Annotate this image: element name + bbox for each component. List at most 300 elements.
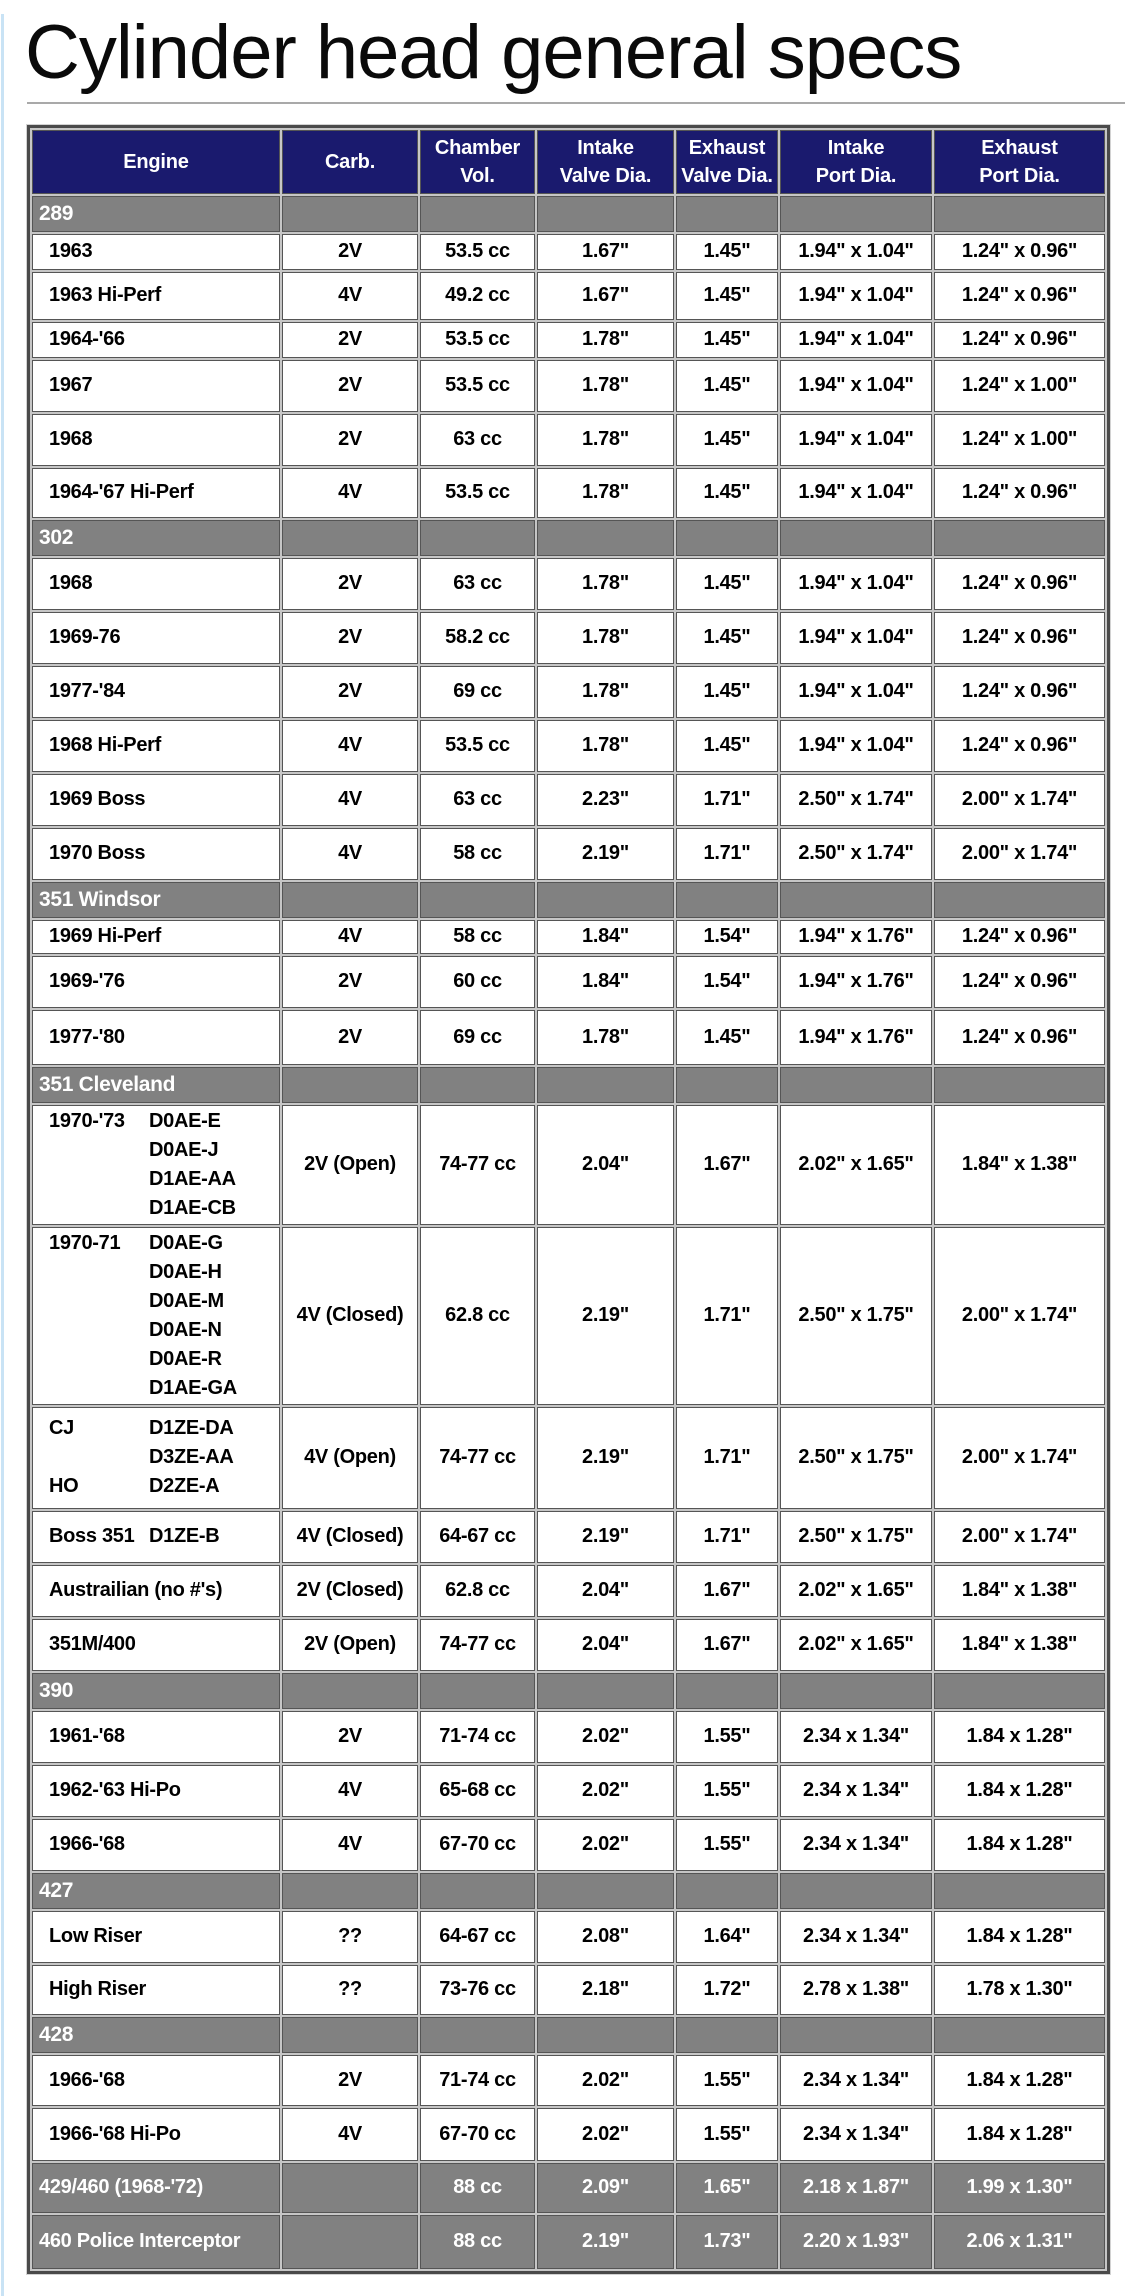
- section-empty-cell: [282, 196, 418, 232]
- cell-chamber: 63 cc: [420, 774, 535, 826]
- section-empty-cell: [537, 1067, 674, 1103]
- cell-intake-valve: 1.84": [537, 956, 674, 1008]
- section-empty-cell: [676, 1067, 778, 1103]
- spec-row: [32, 1511, 1105, 1563]
- cell-intake-valve: 2.23": [537, 774, 674, 826]
- cell-intake-port: 1.94" x 1.04": [780, 720, 932, 772]
- cell-intake-valve: 1.78": [537, 558, 674, 610]
- spec-row: [32, 612, 1105, 664]
- cell-chamber: 53.5 cc: [420, 322, 535, 358]
- page-left-edge-strip: [1, 14, 4, 2296]
- cell-chamber: 53.5 cc: [420, 720, 535, 772]
- section-row-428: [32, 2017, 1105, 2053]
- cell-exhaust-port: 1.24" x 0.96": [934, 720, 1105, 772]
- cell-carb: 2V (Open): [282, 1105, 418, 1225]
- cell-exhaust-valve: 1.45": [676, 272, 778, 320]
- spec-row: [32, 828, 1105, 880]
- cell-engine: 1969-'76: [32, 956, 280, 1008]
- column-header-exhaust-valve-dia: Exhaust Valve Dia.: [676, 130, 778, 194]
- cell-exhaust-valve: 1.71": [676, 1227, 778, 1405]
- cell-engine: 1970-71 D0AE-G D0AE-H D0AE-M D0AE-N D0AE-R D1AE-GA: [32, 1227, 280, 1405]
- spec-row: [32, 1407, 1105, 1509]
- cell-intake-port: 1.94" x 1.04": [780, 666, 932, 718]
- cell-exhaust-valve: 1.54": [676, 956, 778, 1008]
- cell-intake-valve: 2.04": [537, 1619, 674, 1671]
- cell-intake-valve: 2.02": [537, 1819, 674, 1871]
- section-empty-cell: [780, 1873, 932, 1909]
- cell-exhaust-valve: 1.71": [676, 828, 778, 880]
- cell-intake-port: 1.94" x 1.04": [780, 360, 932, 412]
- cell-chamber: 65-68 cc: [420, 1765, 535, 1817]
- cell-exhaust-port: 1.24" x 0.96": [934, 1010, 1105, 1065]
- cell-intake-valve: 2.19": [537, 1407, 674, 1509]
- cell-chamber: 74-77 cc: [420, 1105, 535, 1225]
- spec-row: [32, 1227, 1105, 1405]
- cell-intake-valve: 2.19": [537, 1511, 674, 1563]
- cell-exhaust-valve: 1.67": [676, 1619, 778, 1671]
- cell-intake-valve: 1.78": [537, 360, 674, 412]
- cell-chamber: 53.5 cc: [420, 360, 535, 412]
- cell-exhaust-port: 1.78 x 1.30": [934, 1965, 1105, 2015]
- cell-engine: 1962-'63 Hi-Po: [32, 1765, 280, 1817]
- spec-row: [32, 1965, 1105, 2015]
- cell-chamber: 88 cc: [420, 2163, 535, 2213]
- spec-row: [32, 558, 1105, 610]
- section-label: 351 Cleveland: [32, 1067, 280, 1103]
- cell-exhaust-valve: 1.45": [676, 322, 778, 358]
- section-empty-cell: [537, 882, 674, 918]
- cell-engine: 1966-'68: [32, 2055, 280, 2106]
- cell-chamber: 67-70 cc: [420, 1819, 535, 1871]
- cell-intake-valve: 1.78": [537, 612, 674, 664]
- cell-intake-port: 1.94" x 1.76": [780, 920, 932, 954]
- cell-intake-port: 1.94" x 1.04": [780, 558, 932, 610]
- cell-engine: 1968: [32, 558, 280, 610]
- cell-intake-port: 2.50" x 1.74": [780, 774, 932, 826]
- section-empty-cell: [420, 1673, 535, 1709]
- cell-carb: 4V: [282, 720, 418, 772]
- cell-chamber: 58 cc: [420, 828, 535, 880]
- section-empty-cell: [780, 520, 932, 556]
- cell-exhaust-valve: 1.71": [676, 774, 778, 826]
- section-label: 351 Windsor: [32, 882, 280, 918]
- section-empty-cell: [420, 1067, 535, 1103]
- cell-intake-valve: 2.02": [537, 1765, 674, 1817]
- cell-engine: 1968: [32, 414, 280, 466]
- cell-intake-port: 2.34 x 1.34": [780, 1711, 932, 1763]
- cell-intake-valve: 1.78": [537, 666, 674, 718]
- spec-row: [32, 1010, 1105, 1065]
- cell-exhaust-valve: 1.45": [676, 666, 778, 718]
- section-empty-cell: [780, 1673, 932, 1709]
- section-empty-cell: [676, 1873, 778, 1909]
- cell-engine: 1966-'68 Hi-Po: [32, 2108, 280, 2161]
- cell-engine: High Riser: [32, 1965, 280, 2015]
- spec-row: [32, 2108, 1105, 2161]
- cell-exhaust-port: 2.00" x 1.74": [934, 1511, 1105, 1563]
- cell-chamber: 62.8 cc: [420, 1565, 535, 1617]
- cell-carb: 2V: [282, 2055, 418, 2106]
- section-empty-cell: [676, 1673, 778, 1709]
- cell-carb: 2V: [282, 558, 418, 610]
- spec-row: [32, 1765, 1105, 1817]
- cell-carb: 2V: [282, 1010, 418, 1065]
- spec-row: [32, 720, 1105, 772]
- page-title: Cylinder head general specs: [25, 10, 962, 95]
- section-empty-cell: [676, 520, 778, 556]
- section-empty-cell: [282, 1673, 418, 1709]
- cell-intake-port: 1.94" x 1.76": [780, 956, 932, 1008]
- cell-exhaust-port: 2.06 x 1.31": [934, 2215, 1105, 2269]
- cell-exhaust-port: 2.00" x 1.74": [934, 1407, 1105, 1509]
- cell-chamber: 71-74 cc: [420, 1711, 535, 1763]
- specs-table: [27, 125, 1110, 2274]
- cell-intake-valve: 2.02": [537, 1711, 674, 1763]
- cell-exhaust-port: 1.24" x 0.96": [934, 558, 1105, 610]
- cell-engine: CJ D1ZE-DA D3ZE-AA HO D2ZE-A: [32, 1407, 280, 1509]
- section-empty-cell: [934, 1673, 1105, 1709]
- cell-carb: 4V: [282, 774, 418, 826]
- cell-intake-port: 1.94" x 1.04": [780, 612, 932, 664]
- cell-intake-valve: 1.78": [537, 468, 674, 518]
- section-row-427: [32, 1873, 1105, 1909]
- cell-chamber: 73-76 cc: [420, 1965, 535, 2015]
- cell-carb: ??: [282, 1911, 418, 1963]
- cell-intake-valve: 1.78": [537, 322, 674, 358]
- section-empty-cell: [420, 520, 535, 556]
- cell-exhaust-port: 1.84" x 1.38": [934, 1619, 1105, 1671]
- cell-intake-valve: 1.67": [537, 272, 674, 320]
- cell-engine: 1963: [32, 234, 280, 270]
- spec-row: [32, 414, 1105, 466]
- section-empty-cell: [934, 2017, 1105, 2053]
- cell-exhaust-port: 1.24" x 0.96": [934, 272, 1105, 320]
- section-empty-cell: [780, 196, 932, 232]
- cell-chamber: 53.5 cc: [420, 468, 535, 518]
- spec-row: [32, 666, 1105, 718]
- section-label: 428: [32, 2017, 280, 2053]
- cell-exhaust-valve: 1.64": [676, 1911, 778, 1963]
- specs-table-head: [32, 130, 1105, 194]
- cell-chamber: 58.2 cc: [420, 612, 535, 664]
- column-header-intake-valve-dia: Intake Valve Dia.: [537, 130, 674, 194]
- cell-engine: 1970 Boss: [32, 828, 280, 880]
- cell-carb: 4V: [282, 1765, 418, 1817]
- cell-carb: 2V: [282, 1711, 418, 1763]
- cell-exhaust-port: 1.24" x 0.96": [934, 666, 1105, 718]
- section-empty-cell: [282, 882, 418, 918]
- cell-exhaust-port: 1.24" x 1.00": [934, 414, 1105, 466]
- cell-engine: Austrailian (no #'s): [32, 1565, 280, 1617]
- cell-intake-port: 2.50" x 1.75": [780, 1511, 932, 1563]
- section-label: 427: [32, 1873, 280, 1909]
- spec-row: [32, 322, 1105, 358]
- section-row-289: [32, 196, 1105, 232]
- cell-engine: 1963 Hi-Perf: [32, 272, 280, 320]
- cell-intake-port: 1.94" x 1.04": [780, 234, 932, 270]
- cell-exhaust-valve: 1.73": [676, 2215, 778, 2269]
- cell-intake-valve: 2.19": [537, 1227, 674, 1405]
- section-row-351-windsor: [32, 882, 1105, 918]
- section-empty-cell: [934, 1873, 1105, 1909]
- cell-intake-port: 1.94" x 1.04": [780, 468, 932, 518]
- spec-row: [32, 468, 1105, 518]
- cell-exhaust-port: 1.24" x 0.96": [934, 322, 1105, 358]
- cell-exhaust-valve: 1.71": [676, 1407, 778, 1509]
- cell-intake-port: 1.94" x 1.04": [780, 322, 932, 358]
- section-empty-cell: [780, 882, 932, 918]
- cell-intake-valve: 2.04": [537, 1105, 674, 1225]
- cell-intake-port: 2.50" x 1.75": [780, 1407, 932, 1509]
- section-row-351-cleveland: [32, 1067, 1105, 1103]
- cell-exhaust-valve: 1.45": [676, 720, 778, 772]
- cell-intake-port: 2.34 x 1.34": [780, 2055, 932, 2106]
- header-row: [32, 130, 1105, 194]
- cell-chamber: 69 cc: [420, 1010, 535, 1065]
- section-empty-cell: [676, 196, 778, 232]
- cell-intake-port: 2.50" x 1.75": [780, 1227, 932, 1405]
- cell-carb: 2V (Open): [282, 1619, 418, 1671]
- section-empty-cell: [676, 2017, 778, 2053]
- cell-carb: 4V: [282, 468, 418, 518]
- cell-carb: 4V: [282, 272, 418, 320]
- cell-exhaust-valve: 1.55": [676, 2108, 778, 2161]
- cell-carb: 4V: [282, 828, 418, 880]
- section-empty-cell: [537, 520, 674, 556]
- cell-intake-port: 2.20 x 1.93": [780, 2215, 932, 2269]
- cell-exhaust-port: 1.99 x 1.30": [934, 2163, 1105, 2213]
- cell-intake-valve: 2.19": [537, 2215, 674, 2269]
- spec-row: [32, 2215, 1105, 2269]
- cell-exhaust-port: 1.84 x 1.28": [934, 1911, 1105, 1963]
- spec-row: [32, 234, 1105, 270]
- cell-chamber: 62.8 cc: [420, 1227, 535, 1405]
- section-empty-cell: [676, 882, 778, 918]
- section-empty-cell: [780, 1067, 932, 1103]
- cell-exhaust-valve: 1.45": [676, 414, 778, 466]
- cell-carb: 4V: [282, 1819, 418, 1871]
- cell-intake-port: 1.94" x 1.04": [780, 414, 932, 466]
- cell-exhaust-valve: 1.71": [676, 1511, 778, 1563]
- section-label: 289: [32, 196, 280, 232]
- cell-chamber: 64-67 cc: [420, 1511, 535, 1563]
- section-empty-cell: [934, 882, 1105, 918]
- cell-intake-valve: 2.18": [537, 1965, 674, 2015]
- spec-row: [32, 1565, 1105, 1617]
- cell-carb: 4V: [282, 2108, 418, 2161]
- cell-exhaust-port: 2.00" x 1.74": [934, 1227, 1105, 1405]
- spec-row: [32, 2055, 1105, 2106]
- section-empty-cell: [780, 2017, 932, 2053]
- cell-intake-valve: 2.02": [537, 2108, 674, 2161]
- spec-row: [32, 774, 1105, 826]
- cell-intake-valve: 2.08": [537, 1911, 674, 1963]
- cell-engine: 1968 Hi-Perf: [32, 720, 280, 772]
- cell-intake-valve: 1.78": [537, 1010, 674, 1065]
- cell-chamber: 64-67 cc: [420, 1911, 535, 1963]
- cell-exhaust-port: 1.24" x 1.00": [934, 360, 1105, 412]
- section-empty-cell: [537, 1673, 674, 1709]
- cell-intake-port: 2.02" x 1.65": [780, 1619, 932, 1671]
- cell-engine: 351M/400: [32, 1619, 280, 1671]
- section-empty-cell: [282, 520, 418, 556]
- cell-carb: 4V (Closed): [282, 1511, 418, 1563]
- cell-chamber: 74-77 cc: [420, 1619, 535, 1671]
- spec-row: [32, 360, 1105, 412]
- cell-intake-port: 2.02" x 1.65": [780, 1565, 932, 1617]
- cell-engine: 1977-'80: [32, 1010, 280, 1065]
- cell-intake-valve: 2.02": [537, 2055, 674, 2106]
- cell-intake-port: 2.34 x 1.34": [780, 1819, 932, 1871]
- cell-carb: 2V: [282, 360, 418, 412]
- cell-intake-valve: 1.78": [537, 720, 674, 772]
- cell-carb: ??: [282, 1965, 418, 2015]
- cell-intake-port: 2.50" x 1.74": [780, 828, 932, 880]
- cell-intake-port: 2.18 x 1.87": [780, 2163, 932, 2213]
- cell-exhaust-port: 1.24" x 0.96": [934, 920, 1105, 954]
- cell-exhaust-valve: 1.54": [676, 920, 778, 954]
- cell-chamber: 53.5 cc: [420, 234, 535, 270]
- column-header-exhaust-port-dia: Exhaust Port Dia.: [934, 130, 1105, 194]
- section-empty-cell: [934, 520, 1105, 556]
- cell-engine: 1964-'66: [32, 322, 280, 358]
- section-empty-cell: [537, 196, 674, 232]
- cell-exhaust-valve: 1.55": [676, 1765, 778, 1817]
- cell-carb: 4V: [282, 920, 418, 954]
- section-empty-cell: [537, 1873, 674, 1909]
- cell-exhaust-valve: 1.45": [676, 558, 778, 610]
- section-empty-cell: [420, 196, 535, 232]
- section-empty-cell: [934, 1067, 1105, 1103]
- cell-engine: 1966-'68: [32, 1819, 280, 1871]
- cell-engine: Low Riser: [32, 1911, 280, 1963]
- cell-chamber: 74-77 cc: [420, 1407, 535, 1509]
- spec-row: [32, 920, 1105, 954]
- cell-intake-port: 2.34 x 1.34": [780, 1765, 932, 1817]
- cell-exhaust-port: 1.24" x 0.96": [934, 234, 1105, 270]
- spec-row: [32, 1911, 1105, 1963]
- spec-row: [32, 1711, 1105, 1763]
- cell-engine: Boss 351 D1ZE-B: [32, 1511, 280, 1563]
- cell-chamber: 63 cc: [420, 414, 535, 466]
- cell-exhaust-valve: 1.67": [676, 1565, 778, 1617]
- cell-exhaust-valve: 1.45": [676, 1010, 778, 1065]
- section-empty-cell: [537, 2017, 674, 2053]
- section-row-390: [32, 1673, 1105, 1709]
- column-header-engine: Engine: [32, 130, 280, 194]
- cell-exhaust-valve: 1.55": [676, 1819, 778, 1871]
- cell-engine: 1961-'68: [32, 1711, 280, 1763]
- cell-exhaust-valve: 1.72": [676, 1965, 778, 2015]
- cell-carb: 4V (Closed): [282, 1227, 418, 1405]
- cell-chamber: 88 cc: [420, 2215, 535, 2269]
- cell-carb: 2V: [282, 414, 418, 466]
- cell-exhaust-valve: 1.45": [676, 612, 778, 664]
- cell-intake-valve: 2.19": [537, 828, 674, 880]
- cell-engine: 1977-'84: [32, 666, 280, 718]
- cell-carb: [282, 2163, 418, 2213]
- cell-intake-port: 2.34 x 1.34": [780, 1911, 932, 1963]
- cell-exhaust-port: 1.84 x 1.28": [934, 1819, 1105, 1871]
- cell-chamber: 63 cc: [420, 558, 535, 610]
- cell-chamber: 58 cc: [420, 920, 535, 954]
- section-empty-cell: [282, 1067, 418, 1103]
- section-label: 390: [32, 1673, 280, 1709]
- cell-exhaust-valve: 1.45": [676, 360, 778, 412]
- cell-carb: 4V (Open): [282, 1407, 418, 1509]
- cell-exhaust-valve: 1.45": [676, 468, 778, 518]
- cell-intake-valve: 2.09": [537, 2163, 674, 2213]
- cell-chamber: 69 cc: [420, 666, 535, 718]
- cell-exhaust-valve: 1.65": [676, 2163, 778, 2213]
- section-empty-cell: [420, 1873, 535, 1909]
- cell-engine: 1969 Hi-Perf: [32, 920, 280, 954]
- cell-chamber: 67-70 cc: [420, 2108, 535, 2161]
- spec-row: [32, 1819, 1105, 1871]
- cell-exhaust-valve: 1.55": [676, 1711, 778, 1763]
- cell-exhaust-port: 2.00" x 1.74": [934, 774, 1105, 826]
- cell-chamber: 60 cc: [420, 956, 535, 1008]
- cell-engine: 1964-'67 Hi-Perf: [32, 468, 280, 518]
- spec-row: [32, 956, 1105, 1008]
- cell-engine: 460 Police Interceptor: [32, 2215, 280, 2269]
- cell-intake-port: 2.34 x 1.34": [780, 2108, 932, 2161]
- cell-exhaust-port: 1.24" x 0.96": [934, 468, 1105, 518]
- cell-engine: 1970-'73 D0AE-E D0AE-J D1AE-AA D1AE-CB: [32, 1105, 280, 1225]
- cell-carb: 2V: [282, 234, 418, 270]
- cell-carb: 2V: [282, 322, 418, 358]
- spec-row: [32, 1105, 1105, 1225]
- section-empty-cell: [420, 882, 535, 918]
- spec-row: [32, 1619, 1105, 1671]
- section-row-302: [32, 520, 1105, 556]
- cell-intake-port: 1.94" x 1.04": [780, 272, 932, 320]
- cell-carb: 2V (Closed): [282, 1565, 418, 1617]
- cell-carb: 2V: [282, 956, 418, 1008]
- cell-exhaust-port: 1.84" x 1.38": [934, 1105, 1105, 1225]
- section-empty-cell: [282, 2017, 418, 2053]
- cell-exhaust-port: 1.84 x 1.28": [934, 1711, 1105, 1763]
- cell-intake-valve: 1.78": [537, 414, 674, 466]
- column-header-intake-port-dia: Intake Port Dia.: [780, 130, 932, 194]
- title-divider: [27, 102, 1125, 104]
- cell-exhaust-port: 1.84 x 1.28": [934, 2055, 1105, 2106]
- column-header-chamber-vol: Chamber Vol.: [420, 130, 535, 194]
- cell-engine: 1969-76: [32, 612, 280, 664]
- cell-exhaust-port: 1.84 x 1.28": [934, 2108, 1105, 2161]
- cell-chamber: 71-74 cc: [420, 2055, 535, 2106]
- cell-intake-valve: 2.04": [537, 1565, 674, 1617]
- cell-exhaust-port: 1.24" x 0.96": [934, 956, 1105, 1008]
- cell-engine: 1969 Boss: [32, 774, 280, 826]
- cell-carb: 2V: [282, 666, 418, 718]
- cell-exhaust-port: 1.84" x 1.38": [934, 1565, 1105, 1617]
- cell-exhaust-port: 1.84 x 1.28": [934, 1765, 1105, 1817]
- cell-carb: [282, 2215, 418, 2269]
- cell-exhaust-valve: 1.45": [676, 234, 778, 270]
- section-label: 302: [32, 520, 280, 556]
- section-empty-cell: [282, 1873, 418, 1909]
- cell-intake-valve: 1.84": [537, 920, 674, 954]
- section-empty-cell: [420, 2017, 535, 2053]
- section-empty-cell: [934, 196, 1105, 232]
- cell-engine: 429/460 (1968-'72): [32, 2163, 280, 2213]
- cell-intake-port: 2.78 x 1.38": [780, 1965, 932, 2015]
- cell-exhaust-valve: 1.55": [676, 2055, 778, 2106]
- spec-row: [32, 272, 1105, 320]
- cell-exhaust-valve: 1.67": [676, 1105, 778, 1225]
- cell-exhaust-port: 1.24" x 0.96": [934, 612, 1105, 664]
